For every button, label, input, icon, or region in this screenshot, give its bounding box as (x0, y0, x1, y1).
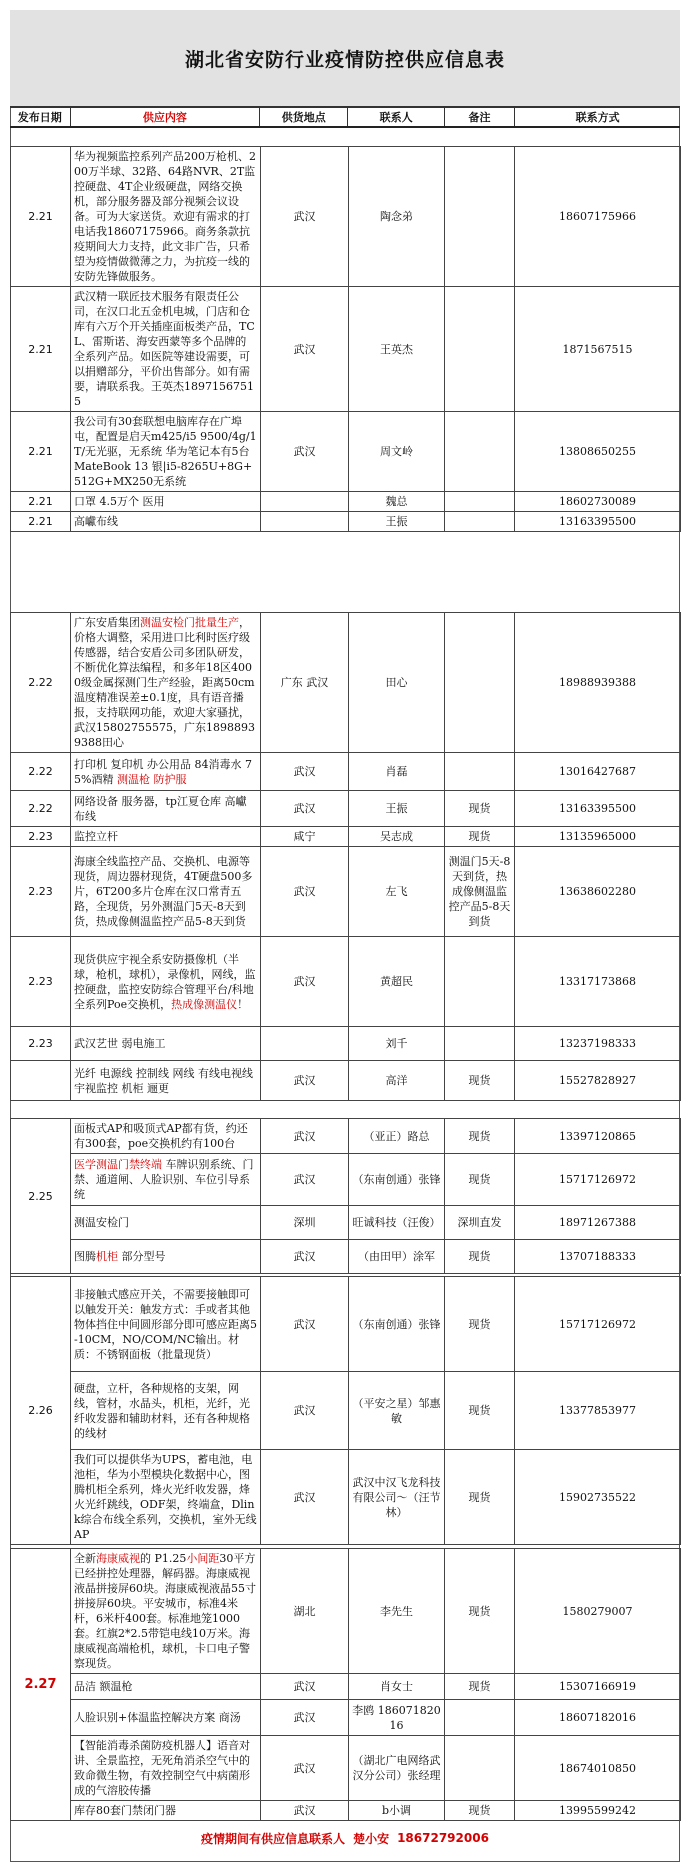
contact-cell: （湖北广电网络武汉分公司）张经理 (349, 1736, 445, 1801)
content-text: 面板式AP和吸顶式AP都有货，约还有300套，poe交换机约有100台 (74, 1122, 248, 1150)
note-cell (445, 512, 515, 532)
note-cell (445, 492, 515, 512)
phone-cell: 18607175966 (515, 147, 681, 287)
note-cell: 测温门5天-8天到货，热成像侧温监控产品5-8天到货 (445, 847, 515, 937)
location-cell: 武汉 (261, 1061, 349, 1101)
location-cell: 武汉 (261, 147, 349, 287)
content-cell: 我们可以提供华为UPS，蓄电池，电池柜，华为小型模块化数据中心，图腾机柜全系列，烽火光纤收发器，烽火光纤跳线，ODF架，终端盒，Dlink综合布线全系列，交换机，室外无线AP (71, 1450, 261, 1545)
location-cell: 深圳 (261, 1206, 349, 1240)
date-cell: 2.26 (11, 1277, 71, 1545)
content-cell (71, 1240, 261, 1274)
phone-cell: 18674010850 (515, 1736, 681, 1801)
note-cell (445, 753, 515, 791)
contact-cell: （亚正）路总 (349, 1119, 445, 1154)
contact-cell: b小调 (349, 1801, 445, 1821)
table-row (11, 492, 681, 512)
table-row (11, 1372, 681, 1450)
note-cell (445, 412, 515, 492)
contact-cell: 吴志成 (349, 827, 445, 847)
phone-cell: 13377853977 (515, 1372, 681, 1450)
content-text: 图腾 (74, 1250, 96, 1263)
table-row (11, 412, 681, 492)
date-cell: 2.23 (11, 827, 71, 847)
content-cell (71, 1061, 261, 1101)
note-cell: 现货 (445, 1119, 515, 1154)
content-cell (71, 613, 261, 753)
table-row (11, 1450, 681, 1545)
phone-cell: 15307166919 (515, 1674, 681, 1700)
content-text: ！ (237, 997, 249, 1011)
header-phone: 联系方式 (575, 111, 620, 124)
content-text: 光纤 电源线 控制线 网线 有线电视线 宇视监控 机柜 逦更 (74, 1066, 253, 1095)
location-cell: 湖北 (261, 1549, 349, 1674)
header-row (10, 108, 680, 128)
content-cell (71, 1154, 261, 1206)
page-title: 湖北省安防行业疫情防控供应信息表 (184, 48, 505, 71)
location-cell: 武汉 (261, 1154, 349, 1206)
date-cell: 2.21 (11, 512, 71, 532)
content-cell: 高巘布线 (71, 512, 261, 532)
location-cell: 武汉 (261, 1736, 349, 1801)
content-text: 30平方已经拼控处理器，解码器。海康威视液晶拼接屏60块。海康威视液晶55寸拼接屏60块。平安城市，标准4米杆，6米杆400套。标准地笼1000套。红旗2*2.5带铠电线10万米。海康威视高端枪机，球机，卡口电子警察现货。 (74, 1552, 256, 1670)
contact-cell: 高洋 (349, 1061, 445, 1101)
date-cell: 2.21 (11, 287, 71, 412)
location-cell: 武汉 (261, 1801, 349, 1821)
phone-cell: 13163395500 (515, 512, 681, 532)
contact-cell: 王振 (349, 791, 445, 827)
location-cell: 武汉 (261, 1450, 349, 1545)
table-row (11, 847, 681, 937)
content-cell: 品洁 额温枪 (71, 1674, 261, 1700)
content-text: 监控立杆 (74, 830, 118, 843)
date-cell: 2.22 (11, 753, 71, 791)
phone-cell: 13135965000 (515, 827, 681, 847)
note-cell: 现货 (445, 1549, 515, 1674)
title-band (10, 10, 680, 108)
segment-4 (10, 1276, 680, 1545)
contact-cell: （东南创通）张锋 (349, 1154, 445, 1206)
header-note: 备注 (445, 108, 515, 126)
location-cell (261, 1027, 349, 1061)
phone-cell: 13808650255 (515, 412, 681, 492)
date-cell (11, 1061, 71, 1101)
location-cell (261, 492, 349, 512)
note-cell: 现货 (445, 1450, 515, 1545)
table-row (11, 287, 681, 412)
content-cell: 武汉精一联匠技术服务有限责任公司，在汉口北五金机电城，门店和仓库有六万个开关插座面板类产品，TCL、雷斯诺、海安西蒙等多个品牌的全系列产品。如医院等建设需要，可以捐赠部分，平价出售部分。如有需要，请联系我。王英杰18971567515 (71, 287, 261, 412)
content-text: 现货供应宇视全系安防摄像机（半球，枪机，球机），录像机，网线，监控硬盘，监控安防综合管理平台/科地全系列Poe交换机， (74, 952, 256, 1011)
location-cell: 武汉 (261, 1119, 349, 1154)
contact-cell: 陶念弟 (349, 147, 445, 287)
highlight-text: 测温安检门批量生产 (140, 616, 239, 629)
table-row (11, 1206, 681, 1240)
content-text: 测温安检门 (74, 1216, 129, 1229)
location-cell: 广东 武汉 (261, 613, 349, 753)
content-text: 车牌识别系统、门禁、通道闸、人脸识别、车位引导系统 (74, 1158, 254, 1201)
contact-cell: 田心 (349, 613, 445, 753)
content-text: 部分型号 (118, 1250, 166, 1263)
phone-cell: 18971267388 (515, 1206, 681, 1240)
table-row (11, 1061, 681, 1101)
content-cell (71, 791, 261, 827)
note-cell: 现货 (445, 1674, 515, 1700)
table-row (11, 1240, 681, 1274)
content-cell: 硬盘，立杆，各种规格的支架，网线，管材，水晶头，机柜，光纤，光纤收发器和辅助材料，还有各种规格的线材 (71, 1372, 261, 1450)
footer-phone: 18672792006 (397, 1831, 489, 1845)
date-cell: 2.25 (11, 1119, 71, 1274)
content-text: 全新 (74, 1552, 96, 1565)
footer-contact (10, 1818, 680, 1858)
table-row (11, 1700, 681, 1736)
table-row (11, 613, 681, 753)
content-cell (71, 1027, 261, 1061)
contact-cell: 肖女士 (349, 1674, 445, 1700)
contact-cell: 旺诚科技（汪俊） (349, 1206, 445, 1240)
segment-3 (10, 1118, 680, 1274)
table-row (11, 1736, 681, 1801)
note-cell (445, 613, 515, 753)
location-cell: 咸宁 (261, 827, 349, 847)
phone-cell: 13638602280 (515, 847, 681, 937)
header-contact: 联系人 (348, 108, 444, 126)
location-cell: 武汉 (261, 847, 349, 937)
segment-5 (10, 1548, 680, 1821)
footer-name: 楚小安 (353, 1831, 390, 1846)
phone-cell: 15717126972 (515, 1277, 681, 1372)
note-cell (445, 287, 515, 412)
note-cell: 现货 (445, 1240, 515, 1274)
phone-cell: 15717126972 (515, 1154, 681, 1206)
content-cell: 口罩 4.5万个 医用 (71, 492, 261, 512)
contact-cell: 黄超民 (349, 937, 445, 1027)
date-cell: 2.22 (11, 613, 71, 753)
date-cell: 2.27 (11, 1549, 71, 1821)
date-cell: 2.21 (11, 147, 71, 287)
location-cell: 武汉 (261, 791, 349, 827)
highlight-text: 测温枪 防护服 (116, 772, 187, 786)
location-cell: 武汉 (261, 1277, 349, 1372)
contact-cell: 李先生 (349, 1549, 445, 1674)
phone-cell: 18602730089 (515, 492, 681, 512)
phone-cell: 1871567515 (515, 287, 681, 412)
note-cell: 深圳直发 (445, 1206, 515, 1240)
content-cell: 库存80套门禁闭门器 (71, 1801, 261, 1821)
content-text: 的 P1.25 (140, 1552, 187, 1565)
contact-cell: 魏总 (349, 492, 445, 512)
phone-cell: 13163395500 (515, 791, 681, 827)
phone-cell: 15902735522 (515, 1450, 681, 1545)
table-row (11, 827, 681, 847)
contact-cell: 李鸥 18607182016 (349, 1700, 445, 1736)
table-row (11, 1119, 681, 1154)
phone-cell: 13237198333 (515, 1027, 681, 1061)
content-cell: 【智能消毒杀菌防疫机器人】语音对讲、全景监控，无死角消杀空气中的致命微生物，有效控制空气中病菌形成的气溶胶传播 (71, 1736, 261, 1801)
content-cell: 非接触式感应开关，不需要接触即可以触发开关：触发方式：手或者其他物体挡住中间圆形部分即可感应距离5-10CM，NO/COM/NC输出。材质：不锈钢面板（批量现货） (71, 1277, 261, 1372)
location-cell: 武汉 (261, 1372, 349, 1450)
content-text: 武汉艺世 弱电施工 (74, 1037, 166, 1050)
date-cell: 2.23 (11, 847, 71, 937)
segment-2 (10, 612, 680, 1101)
phone-cell: 13317173868 (515, 937, 681, 1027)
phone-cell: 13707188333 (515, 1240, 681, 1274)
contact-cell: 周文岭 (349, 412, 445, 492)
phone-cell: 18607182016 (515, 1700, 681, 1736)
note-cell: 现货 (445, 1372, 515, 1450)
table-row (11, 1549, 681, 1674)
location-cell: 武汉 (261, 1700, 349, 1736)
note-cell (445, 937, 515, 1027)
header-content: 供应内容 (71, 108, 261, 126)
content-text: 打印机 复印机 办公用品 84消毒水 75%酒精 (74, 757, 252, 786)
header-date: 发布日期 (10, 108, 71, 126)
content-cell: 华为视频监控系列产品200万枪机、200万半球、32路、64路NVR、2T监控硬盘、4T企业级硬盘，网络交换机，部分服务器及部分视频会议设备。可为大家送货。欢迎有需求的打电话我18607175966。商务条款抗疫期间大力支持，此文非广告，只希望为疫情做微薄之力，为抗疫一线的安防先锋做服务。 (71, 147, 261, 287)
content-text: 网络设备 服务器，tp江夏仓库 高巘布线 (74, 794, 247, 823)
phone-cell: 15527828927 (515, 1061, 681, 1101)
table-row (11, 1674, 681, 1700)
note-cell: 现货 (445, 1801, 515, 1821)
content-text: 广东安盾集团 (74, 616, 140, 629)
table-row (11, 1154, 681, 1206)
date-cell: 2.21 (11, 412, 71, 492)
phone-cell: 13397120865 (515, 1119, 681, 1154)
note-cell (445, 1700, 515, 1736)
table-row (11, 753, 681, 791)
location-cell: 武汉 (261, 1240, 349, 1274)
contact-cell: 王英杰 (349, 287, 445, 412)
content-cell (71, 847, 261, 937)
highlight-text: 海康威视 (96, 1552, 140, 1565)
location-cell: 武汉 (261, 287, 349, 412)
contact-cell: 刘千 (349, 1027, 445, 1061)
contact-cell: （东南创通）张锋 (349, 1277, 445, 1372)
note-cell: 现货 (445, 1154, 515, 1206)
table-row (11, 791, 681, 827)
contact-cell: 肖磊 (349, 753, 445, 791)
content-cell (71, 1549, 261, 1674)
date-cell: 2.23 (11, 937, 71, 1027)
content-cell (71, 1119, 261, 1154)
note-cell (445, 1027, 515, 1061)
contact-cell: 武汉中汉飞龙科技有限公司～（汪节林） (349, 1450, 445, 1545)
phone-cell: 1580279007 (515, 1549, 681, 1674)
highlight-text: 热成像测温仪 (171, 997, 238, 1011)
table-row (11, 147, 681, 287)
note-cell: 现货 (445, 1061, 515, 1101)
table-row (11, 512, 681, 532)
note-cell: 现货 (445, 1277, 515, 1372)
table-row (11, 1027, 681, 1061)
table-row (11, 937, 681, 1027)
highlight-text: 小间距 (186, 1552, 220, 1565)
table-row (11, 1277, 681, 1372)
date-cell: 2.23 (11, 1027, 71, 1061)
location-cell: 武汉 (261, 412, 349, 492)
footer-label: 疫情期间有供应信息联系人 (201, 1831, 346, 1846)
content-cell (71, 827, 261, 847)
content-text: ，价格大调整，采用进口比利时医疗级传感器，结合安盾公司多团队研发，不断优化算法编程，和多年18区4000级金属探测门生产经验，距离50cm温度精准误差±0.1度，具有语音播报，支持联网功能，欢迎大家骚扰，武汉15802755575，广东18988939388田心 (74, 616, 255, 749)
date-cell: 2.21 (11, 492, 71, 512)
highlight-text: 医学测温门禁终端 (74, 1158, 162, 1171)
content-cell: 我公司有30套联想电脑库存在广埠屯，配置是启天m425/i5 9500/4g/1T/无光驱，无系统 华为笔记本有5台MateBook 13 银|i5-8265U+8G+512G+MX250无系统 (71, 412, 261, 492)
header-location: 供货地点 (260, 108, 348, 126)
location-cell: 武汉 (261, 937, 349, 1027)
note-cell: 现货 (445, 791, 515, 827)
content-cell: 人脸识别+体温监控解决方案 商汤 (71, 1700, 261, 1736)
phone-cell: 13995599242 (515, 1801, 681, 1821)
segment-1 (10, 146, 680, 532)
contact-cell: 王振 (349, 512, 445, 532)
date-cell: 2.22 (11, 791, 71, 827)
phone-cell: 13016427687 (515, 753, 681, 791)
content-cell (71, 937, 261, 1027)
location-cell (261, 512, 349, 532)
contact-cell: （由田甲）涂军 (349, 1240, 445, 1274)
highlight-text: 机柜 (96, 1250, 118, 1263)
content-cell (71, 753, 261, 791)
note-cell (445, 1736, 515, 1801)
location-cell: 武汉 (261, 1674, 349, 1700)
phone-cell: 18988939388 (515, 613, 681, 753)
note-cell: 现货 (445, 827, 515, 847)
content-text: 海康全线监控产品、交换机、电源等现货，周边器材现货，4T硬盘500多片，6T200多片仓库在汉口常青五路，全现货，另外测温门5天-8天到货，热成像侧温监控产品5-8天到货 (74, 855, 253, 928)
contact-cell: （平安之星）邹惠敏 (349, 1372, 445, 1450)
location-cell: 武汉 (261, 753, 349, 791)
note-cell (445, 147, 515, 287)
content-cell (71, 1206, 261, 1240)
contact-cell: 左飞 (349, 847, 445, 937)
